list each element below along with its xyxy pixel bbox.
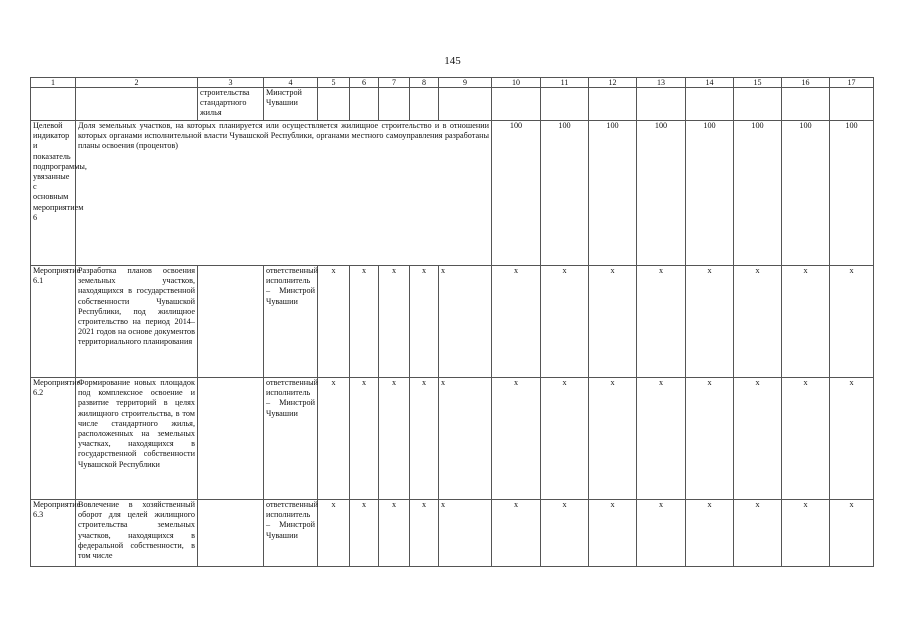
continuation-row xyxy=(31,88,874,121)
column-number: 11 xyxy=(541,78,589,88)
measure-role: ответственный исполнитель – Минстрой Чувашии xyxy=(264,266,318,378)
indicator-value: 100 xyxy=(734,121,782,266)
indicator-value: 100 xyxy=(541,121,589,266)
indicator-description: Доля земельных участков, на которых планируется или осуществляется жилищное строительство и в отношении которых органами исполнительной власти Чувашской Республики, органами местного самоуправления разработаны планы освоения (процентов) xyxy=(76,121,492,266)
indicator-value: 100 xyxy=(830,121,874,266)
continuation-text: строительства стандартного жилья xyxy=(198,88,264,121)
column-number-row xyxy=(31,78,874,88)
mark-cell: x xyxy=(410,378,439,500)
indicator-value: 100 xyxy=(637,121,686,266)
measure-name: Мероприятие 6.2 xyxy=(31,378,76,500)
column-number: 13 xyxy=(637,78,686,88)
mark-cell: x xyxy=(439,266,492,378)
measure-description: Формирование новых площадок под комплексное освоение и развитие территорий в целях жилищного строительства, в том числе стандартного жилья, расположенных на земельных участках, находящихся в государственной собственности Чувашской Республики xyxy=(76,378,198,500)
mark-cell: x xyxy=(734,500,782,567)
column-number: 2 xyxy=(76,78,198,88)
mark-cell: x xyxy=(686,378,734,500)
mark-cell: x xyxy=(734,378,782,500)
mark-cell: x xyxy=(541,500,589,567)
measure-row xyxy=(31,378,874,500)
indicator-value: 100 xyxy=(782,121,830,266)
mark-cell: x xyxy=(379,266,410,378)
mark-cell: x xyxy=(492,500,541,567)
column-number: 17 xyxy=(830,78,874,88)
mark-cell: x xyxy=(492,378,541,500)
mark-cell: x xyxy=(686,500,734,567)
indicator-value: 100 xyxy=(686,121,734,266)
mark-cell: x xyxy=(637,266,686,378)
mark-cell: x xyxy=(686,266,734,378)
mark-cell: x xyxy=(318,266,350,378)
mark-cell: x xyxy=(589,266,637,378)
mark-cell: x xyxy=(318,378,350,500)
mark-cell: x xyxy=(439,378,492,500)
mark-cell: x xyxy=(637,378,686,500)
mark-cell: x xyxy=(350,500,379,567)
measure-description: Разработка планов освоения земельных участков, находящихся в государственной собственности Чувашской Республики, под жилищное строительство на период 2014–2021 годов на основе документов территориального планирования xyxy=(76,266,198,378)
column-number: 5 xyxy=(318,78,350,88)
indicator-row xyxy=(31,121,874,266)
mark-cell: x xyxy=(318,500,350,567)
column-number: 12 xyxy=(589,78,637,88)
column-number: 3 xyxy=(198,78,264,88)
indicator-value: 100 xyxy=(589,121,637,266)
mark-cell: x xyxy=(492,266,541,378)
indicator-value: 100 xyxy=(492,121,541,266)
mark-cell: x xyxy=(734,266,782,378)
mark-cell: x xyxy=(439,500,492,567)
column-number: 9 xyxy=(439,78,492,88)
column-number: 16 xyxy=(782,78,830,88)
program-table xyxy=(30,77,874,567)
mark-cell: x xyxy=(379,500,410,567)
mark-cell: x xyxy=(379,378,410,500)
measure-row xyxy=(31,266,874,378)
column-number: 6 xyxy=(350,78,379,88)
measure-row xyxy=(31,500,874,567)
mark-cell: x xyxy=(541,378,589,500)
mark-cell: x xyxy=(589,378,637,500)
column-number: 10 xyxy=(492,78,541,88)
column-number: 4 xyxy=(264,78,318,88)
measure-role: ответственный исполнитель – Минстрой Чувашии xyxy=(264,378,318,500)
mark-cell: x xyxy=(830,266,874,378)
measure-description: Вовлечение в хозяйственный оборот для целей жилищного строительства земельных участков, находящихся в федеральной собственности, в том числе xyxy=(76,500,198,567)
mark-cell: x xyxy=(410,500,439,567)
mark-cell: x xyxy=(782,266,830,378)
mark-cell: x xyxy=(782,500,830,567)
column-number: 7 xyxy=(379,78,410,88)
mark-cell: x xyxy=(830,500,874,567)
mark-cell: x xyxy=(350,266,379,378)
page-number: 145 xyxy=(444,55,461,67)
continuation-executor: Минстрой Чувашии xyxy=(264,88,318,121)
column-number: 8 xyxy=(410,78,439,88)
measure-name: Мероприятие 6.3 xyxy=(31,500,76,567)
mark-cell: x xyxy=(410,266,439,378)
mark-cell: x xyxy=(782,378,830,500)
measure-role: ответственный исполнитель – Минстрой Чувашии xyxy=(264,500,318,567)
mark-cell: x xyxy=(830,378,874,500)
column-number: 1 xyxy=(31,78,76,88)
column-number: 14 xyxy=(686,78,734,88)
mark-cell: x xyxy=(350,378,379,500)
indicator-label: Целевой индикатор и показатель подпрограммы, увязанные с основным мероприятием 6 xyxy=(31,121,76,266)
measure-name: Мероприятие 6.1 xyxy=(31,266,76,378)
mark-cell: x xyxy=(589,500,637,567)
mark-cell: x xyxy=(541,266,589,378)
mark-cell: x xyxy=(637,500,686,567)
column-number: 15 xyxy=(734,78,782,88)
